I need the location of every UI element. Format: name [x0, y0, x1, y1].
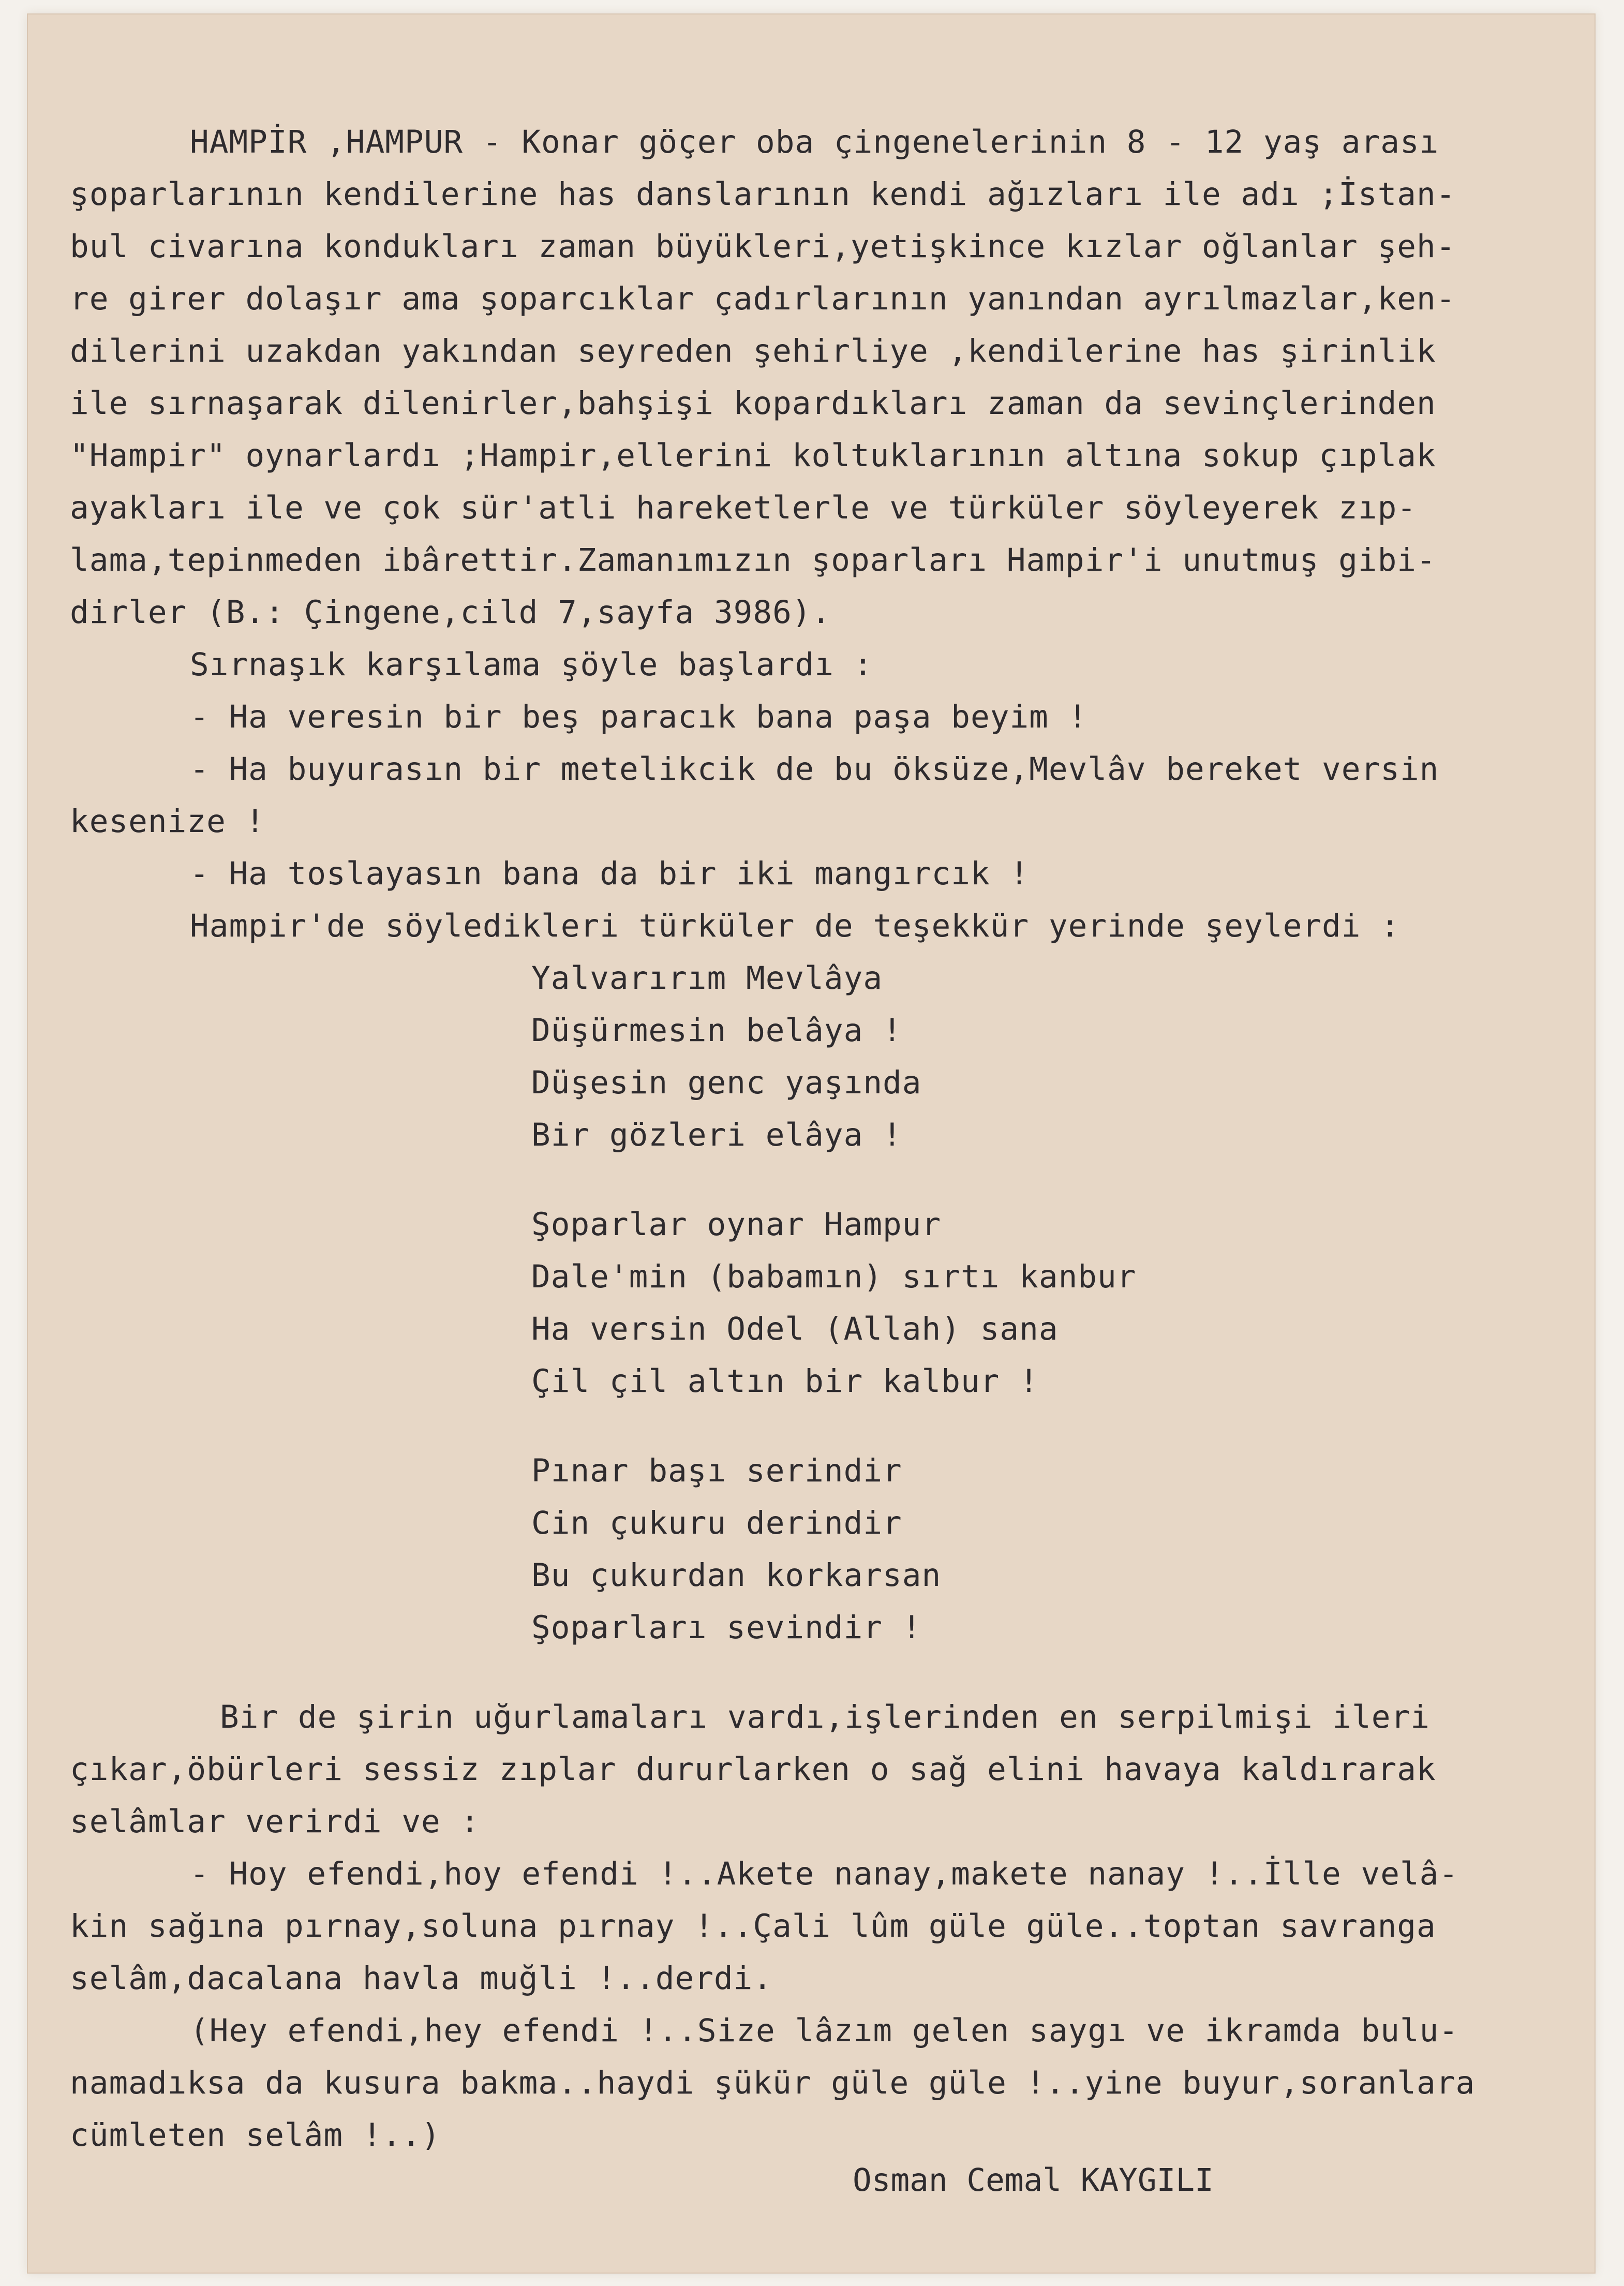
- farewell-speech-line: - Hoy efendi,hoy efendi !..Akete nanay,makete nanay !..İlle velâ-: [190, 1855, 1459, 1892]
- stanza-gap: [70, 1407, 1560, 1445]
- paragraph-line: ile sırnaşarak dilenirler,bahşişi kopardıkları zaman da sevinçlerinden: [70, 385, 1436, 422]
- farewell-speech-line: selâm,dacalana havla muğli !..derdi.: [70, 1960, 773, 1997]
- verse-line: Yalvarırım Mevlâya: [531, 960, 883, 997]
- translation-line: (Hey efendi,hey efendi !..Size lâzım gelen saygı ve ikramda bulu-: [190, 2012, 1459, 2049]
- songs-intro: Hampir'de söyledikleri türküler de teşekkür yerinde şeylerdi :: [190, 908, 1400, 944]
- stanza-gap: [70, 1654, 1560, 1691]
- document-body: [70, 116, 1560, 2161]
- farewell-line: selâmlar verirdi ve :: [70, 1803, 480, 1840]
- greeting-line: - Ha toslayasın bana da bir iki mangırcık !: [190, 855, 1030, 892]
- author-signature: Osman Cemal KAYGILI: [853, 2162, 1214, 2199]
- paragraph-line: ayakları ile ve çok sür'atli hareketlerle ve türküler söyleyerek zıp-: [70, 489, 1417, 526]
- verse-line: Dale'min (babamın) sırtı kanbur: [531, 1258, 1137, 1295]
- translation-line: namadıksa da kusura bakma..haydi şükür güle güle !..yine buyur,soranlara: [70, 2065, 1476, 2101]
- greeting-line: kesenize !: [70, 803, 265, 840]
- verse-line: Ha versin Odel (Allah) sana: [531, 1311, 1059, 1347]
- paragraph-line: dirler (B.: Çingene,cild 7,sayfa 3986).: [70, 594, 831, 631]
- greeting-intro: Sırnaşık karşılama şöyle başlardı :: [190, 646, 873, 683]
- greeting-line: - Ha veresin bir beş paracık bana paşa beyim !: [190, 699, 1088, 735]
- paragraph-line: dilerini uzakdan yakından seyreden şehirliye ,kendilerine has şirinlik: [70, 333, 1436, 369]
- greeting-line: - Ha buyurasın bir metelikcik de bu öksüze,Mevlâv bereket versin: [190, 751, 1439, 788]
- translation-line: cümleten selâm !..): [70, 2117, 441, 2154]
- paragraph-line: "Hampir" oynarlardı ;Hampir,ellerini koltuklarının altına sokup çıplak: [70, 437, 1436, 474]
- verse-line: Düşürmesin belâya !: [531, 1012, 902, 1049]
- farewell-line: Bir de şirin uğurlamaları vardı,işlerinden en serpilmişi ileri: [220, 1699, 1430, 1735]
- verse-line: Bir gözleri elâya !: [531, 1117, 902, 1153]
- farewell-speech-line: kin sağına pırnay,soluna pırnay !..Çali lûm güle güle..toptan savranga: [70, 1908, 1436, 1944]
- paragraph-line: bul civarına kondukları zaman büyükleri,yetişkince kızlar oğlanlar şeh-: [70, 228, 1456, 265]
- paragraph-line: şoparlarının kendilerine has danslarının kendi ağızları ile adı ;İstan-: [70, 176, 1456, 213]
- verse-line: Bu çukurdan korkarsan: [531, 1557, 942, 1594]
- stanza-gap: [70, 1161, 1560, 1198]
- verse-line: Çil çil altın bir kalbur !: [531, 1363, 1039, 1400]
- verse-line: Pınar başı serindir: [531, 1452, 902, 1489]
- verse-line: Şoparlar oynar Hampur: [531, 1206, 942, 1243]
- paragraph-line: HAMPİR ,HAMPUR - Konar göçer oba çingenelerinin 8 - 12 yaş arası: [190, 124, 1439, 160]
- paragraph-line: re girer dolaşır ama şoparcıklar çadırlarının yanından ayrılmazlar,ken-: [70, 280, 1456, 317]
- farewell-line: çıkar,öbürleri sessiz zıplar dururlarken o sağ elini havaya kaldırarak: [70, 1751, 1436, 1788]
- paragraph-line: lama,tepinmeden ibârettir.Zamanımızın şoparları Hampir'i unutmuş gibi-: [70, 542, 1436, 578]
- verse-line: Düşesin genc yaşında: [531, 1064, 922, 1101]
- verse-line: Şoparları sevindir !: [531, 1609, 922, 1646]
- verse-line: Cin çukuru derindir: [531, 1505, 902, 1541]
